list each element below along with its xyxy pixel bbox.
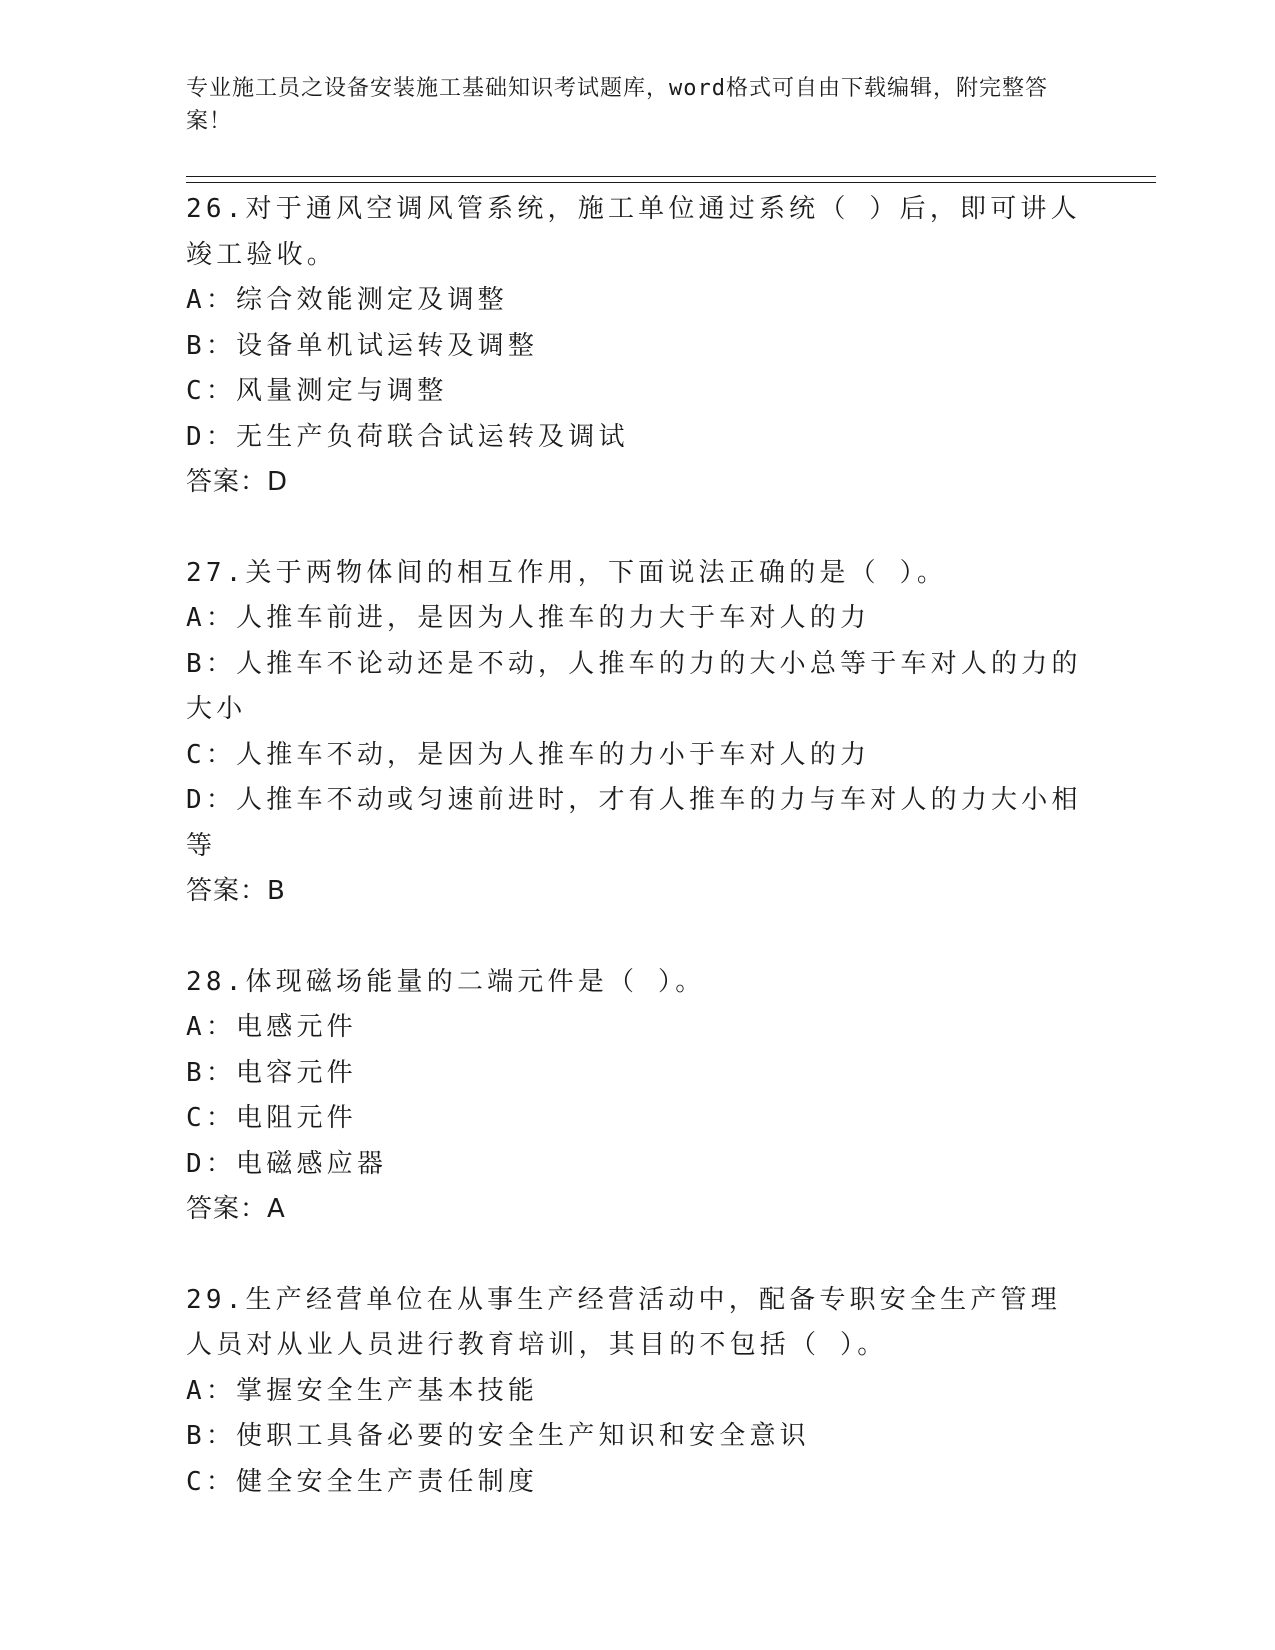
question-list [186,187,1086,1550]
question-stem: 29.生产经营单位在从事生产经营活动中，配备专职安全生产管理人员对从业人员进行教育培训，其目的不包括（ ）。 [186,1284,1061,1360]
header-rule-top [186,176,1156,177]
option-a: A：综合效能测定及调整 [186,285,508,315]
answer-text: 答案：B [186,876,286,906]
option-a: A：掌握安全生产基本技能 [186,1375,539,1406]
question-27 [186,551,1086,915]
question-29 [186,1278,1086,1506]
document-header: 专业施工员之设备安装施工基础知识考试题库，word格式可自由下载编辑，附完整答案！ [186,76,1048,134]
header-rule-bottom [186,182,1156,183]
answer-text: 答案：A [186,1194,286,1224]
option-b: B：使职工具备必要的安全生产知识和安全意识 [186,1421,810,1451]
option-b: B：电容元件 [186,1057,357,1088]
question-stem: 27.关于两物体间的相互作用，下面说法正确的是（ ）。 [186,557,948,588]
question-stem: 28.体现磁场能量的二端元件是（ ）。 [186,966,706,997]
option-a: A：人推车前进，是因为人推车的力大于车对人的力 [186,603,871,633]
option-d: D：电磁感应器 [186,1148,388,1179]
question-26 [186,187,1086,506]
option-c: C：风量测定与调整 [186,376,448,406]
option-d: D：人推车不动或匀速前进时，才有人推车的力与车对人的力大小相等 [186,785,1082,861]
answer-text: 答案：D [186,467,289,497]
option-d: D：无生产负荷联合试运转及调试 [186,421,629,452]
question-stem: 26.对于通风空调风管系统，施工单位通过系统（ ）后，即可讲人竣工验收。 [186,194,1081,270]
option-c: C：健全安全生产责任制度 [186,1466,539,1497]
option-a: A：电感元件 [186,1012,357,1042]
option-b: B：人推车不论动还是不动，人推车的力的大小总等于车对人的力的大小 [186,648,1082,724]
option-b: B：设备单机试运转及调整 [186,330,539,361]
option-c: C：人推车不动，是因为人推车的力小于车对人的力 [186,739,871,770]
option-c: C：电阻元件 [186,1103,357,1133]
question-28 [186,960,1086,1233]
